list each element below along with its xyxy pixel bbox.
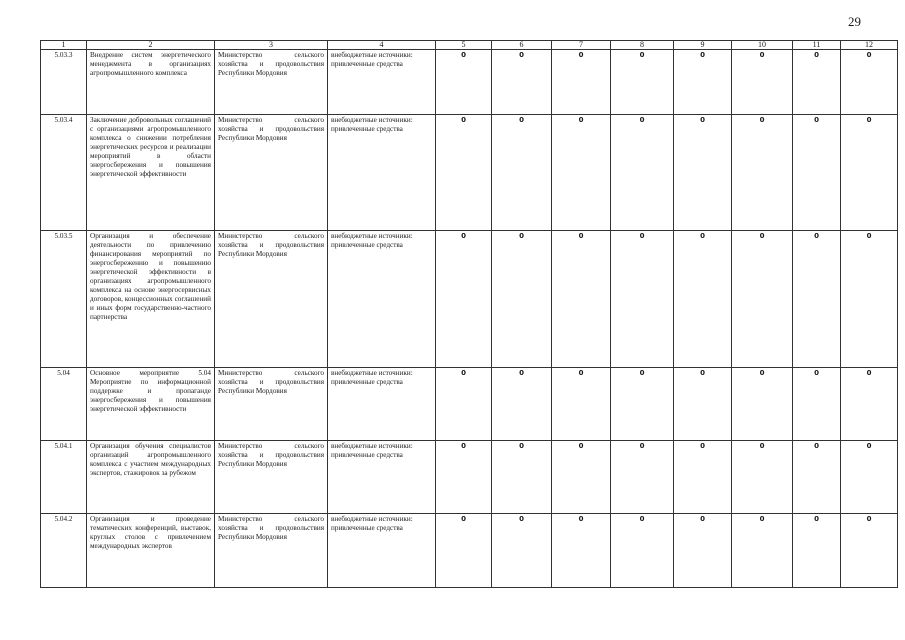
row-value: 0	[841, 441, 898, 514]
column-header: 4	[328, 41, 436, 50]
row-value: 0	[674, 115, 732, 231]
row-value: 0	[552, 231, 611, 368]
row-value: 0	[732, 115, 793, 231]
row-value: 0	[492, 231, 552, 368]
row-value: 0	[674, 368, 732, 441]
row-value: 0	[552, 115, 611, 231]
row-value: 0	[436, 50, 492, 115]
table-row	[41, 50, 898, 115]
page-number: 29	[848, 14, 861, 29]
row-executor: Министерство сельского хозяйства и продовольствия Республики Мордовия	[215, 115, 328, 231]
row-name: Организация и проведение тематических конференций, выставок, круглых столов с привлечением международных экспертов	[87, 514, 215, 588]
row-value: 0	[841, 50, 898, 115]
row-code: 5.03.3	[41, 50, 87, 115]
row-name: Внедрение систем энергетического менеджмента в организациях агропромышленного комплекса	[87, 50, 215, 115]
row-value: 0	[492, 441, 552, 514]
row-source: внебюджетные источники: привлеченные средства	[328, 441, 436, 514]
row-value: 0	[436, 231, 492, 368]
row-value: 0	[552, 441, 611, 514]
row-value: 0	[793, 441, 841, 514]
row-value: 0	[793, 50, 841, 115]
row-executor: Министерство сельского хозяйства и продовольствия Республики Мордовия	[215, 50, 328, 115]
row-value: 0	[492, 514, 552, 588]
row-code: 5.03.5	[41, 231, 87, 368]
row-value: 0	[674, 441, 732, 514]
row-source: внебюджетные источники: привлеченные средства	[328, 115, 436, 231]
row-value: 0	[611, 441, 674, 514]
row-value: 0	[793, 115, 841, 231]
row-value: 0	[492, 50, 552, 115]
row-source: внебюджетные источники: привлеченные средства	[328, 231, 436, 368]
row-executor: Министерство сельского хозяйства и продовольствия Республики Мордовия	[215, 231, 328, 368]
row-value: 0	[732, 50, 793, 115]
row-value: 0	[674, 514, 732, 588]
row-value: 0	[611, 50, 674, 115]
row-value: 0	[492, 115, 552, 231]
row-executor: Министерство сельского хозяйства и продовольствия Республики Мордовия	[215, 441, 328, 514]
row-value: 0	[841, 514, 898, 588]
row-value: 0	[611, 115, 674, 231]
row-code: 5.04	[41, 368, 87, 441]
row-name: Заключение добровольных соглашений с организациями агропромышленного комплекса о снижении потребления энергетических ресурсов и реализации мероприятий в области энергосбережения и повышения энергетической эффективности	[87, 115, 215, 231]
row-value: 0	[552, 368, 611, 441]
row-value: 0	[552, 50, 611, 115]
row-code: 5.04.1	[41, 441, 87, 514]
row-value: 0	[674, 50, 732, 115]
header-row	[41, 41, 898, 50]
row-value: 0	[841, 368, 898, 441]
column-header: 11	[793, 41, 841, 50]
row-value: 0	[436, 514, 492, 588]
row-value: 0	[674, 231, 732, 368]
table-row	[41, 368, 898, 441]
row-value: 0	[611, 231, 674, 368]
row-value: 0	[611, 514, 674, 588]
column-header: 1	[41, 41, 87, 50]
row-value: 0	[611, 368, 674, 441]
table-row	[41, 441, 898, 514]
row-value: 0	[436, 368, 492, 441]
row-value: 0	[732, 231, 793, 368]
column-header: 7	[552, 41, 611, 50]
row-source: внебюджетные источники: привлеченные средства	[328, 50, 436, 115]
column-header: 6	[492, 41, 552, 50]
row-value: 0	[732, 368, 793, 441]
row-name: Организация и обеспечение деятельности по привлечению финансирования мероприятий по энергосбережению и повышению энергетической эффективности в организациях агропромышленного комплекса на основе энергосервисных договоров, концессионных соглашений и иных форм государственно-частного партнерства	[87, 231, 215, 368]
column-header: 8	[611, 41, 674, 50]
column-header: 9	[674, 41, 732, 50]
row-value: 0	[732, 441, 793, 514]
column-header: 2	[87, 41, 215, 50]
column-header: 12	[841, 41, 898, 50]
row-code: 5.04.2	[41, 514, 87, 588]
table-row	[41, 231, 898, 368]
row-name: Организация обучения специалистов организаций агропромышленного комплекса с участием международных экспертов, стажировок за рубежом	[87, 441, 215, 514]
column-header: 10	[732, 41, 793, 50]
column-header: 5	[436, 41, 492, 50]
table-row	[41, 115, 898, 231]
row-executor: Министерство сельского хозяйства и продовольствия Республики Мордовия	[215, 514, 328, 588]
row-source: внебюджетные источники: привлеченные средства	[328, 368, 436, 441]
row-value: 0	[793, 368, 841, 441]
row-source: внебюджетные источники: привлеченные средства	[328, 514, 436, 588]
table-row	[41, 514, 898, 588]
row-value: 0	[552, 514, 611, 588]
row-value: 0	[436, 441, 492, 514]
row-value: 0	[793, 231, 841, 368]
row-value: 0	[436, 115, 492, 231]
row-code: 5.03.4	[41, 115, 87, 231]
row-value: 0	[732, 514, 793, 588]
row-name: Основное мероприятие 5.04 Мероприятие по информационной поддержке и пропаганде энергосбережения и повышения энергетической эффективности	[87, 368, 215, 441]
row-executor: Министерство сельского хозяйства и продовольствия Республики Мордовия	[215, 368, 328, 441]
row-value: 0	[841, 115, 898, 231]
row-value: 0	[492, 368, 552, 441]
column-header: 3	[215, 41, 328, 50]
program-table	[40, 40, 898, 588]
row-value: 0	[793, 514, 841, 588]
row-value: 0	[841, 231, 898, 368]
